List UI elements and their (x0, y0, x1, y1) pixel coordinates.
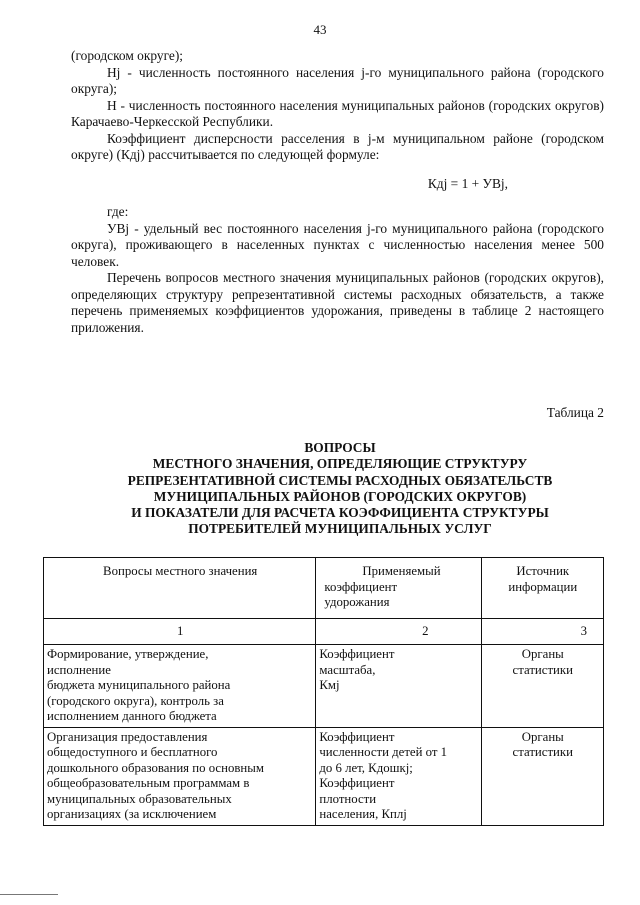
cell-line: Коэффициент (319, 729, 395, 744)
question-cell (44, 645, 316, 728)
table-header-row (44, 558, 604, 619)
cell-line: населения, Кплj (319, 807, 407, 821)
header-source (481, 558, 603, 619)
cell-line: Коэффициент (319, 776, 395, 790)
column-number: 3 (481, 619, 603, 645)
cell-line: общедоступного и бесплатного (47, 745, 218, 759)
cell-line: общеобразовательным программам в (47, 776, 250, 790)
cell-line: Коэффициент (319, 647, 395, 661)
table-title-line: МУНИЦИПАЛЬНЫХ РАЙОНОВ (ГОРОДСКИХ ОКРУГОВ) (153, 488, 527, 504)
coefficient-cell (316, 645, 481, 728)
paragraph-6: Перечень вопросов местного значения муниципальных районов (городских округов), определяющих структуру репрезентативной системы расходных обязательств, а также перечень применяемых коэффициентов удорожания, приведены в таблице 2 настоящего приложения. (71, 270, 604, 335)
column-number: 1 (44, 619, 316, 645)
table-title-line: И ПОКАЗАТЕЛИ ДЛЯ РАСЧЕТА КОЭФФИЦИЕНТА СТРУКТУРЫ (131, 505, 549, 521)
table-title-line: РЕПРЕЗЕНТАТИВНОЙ СИСТЕМЫ РАСХОДНЫХ ОБЯЗАТЕЛЬСТВ (127, 472, 553, 488)
cell-line: (городского округа), контроль за (47, 693, 224, 708)
source-cell (481, 727, 603, 825)
paragraph-5: УВj - удельный вес постоянного населения j-го муниципального района (городского округа), проживающего в населенных пунктах с численностью населения менее 500 человек. (71, 220, 604, 269)
table-label: Таблица 2 (546, 405, 604, 420)
cell-line: до 6 лет, Кдошкj; (319, 760, 413, 775)
header-line: удорожания (324, 595, 390, 609)
header-line: Вопросы местного значения (103, 564, 258, 578)
cell-line: Органы (521, 729, 564, 744)
cell-line: дошкольного образования по основным (47, 760, 264, 775)
cell-line: Формирование, утверждение, (47, 647, 209, 661)
header-line: Применяемый (362, 564, 441, 578)
cell-line: исполнением данного бюджета (47, 709, 217, 723)
table-row (44, 727, 604, 825)
cell-line: плотности (319, 791, 377, 806)
header-line: Источник (516, 564, 570, 578)
paragraph-4: Коэффициент дисперсности расселения в j-м муниципальном районе (городском округе) (Кдj) рассчитывается по следующей формуле: (71, 130, 604, 162)
page-number: 43 (313, 22, 327, 37)
cell-line: организациях (за исключением (47, 807, 217, 821)
table-row (44, 645, 604, 728)
cell-line: статистики (512, 745, 573, 759)
header-coefficient (316, 558, 481, 619)
cell-line: численности детей от 1 (319, 745, 448, 759)
formula: Кдj = 1 + УВj, (427, 175, 508, 191)
paragraph-3: H - численность постоянного населения муниципальных районов (городских округов) Карачаево-Черкесской Республики. (71, 97, 604, 129)
source-cell (481, 645, 603, 728)
table-title-line: ПОТРЕБИТЕЛЕЙ МУНИЦИПАЛЬНЫХ УСЛУГ (188, 521, 492, 537)
question-cell (44, 727, 316, 825)
cell-line: Кмj (319, 678, 340, 692)
column-number-row (44, 619, 604, 645)
cell-line: бюджета муниципального района (47, 678, 231, 692)
coefficient-cell (316, 727, 481, 825)
cell-line: масштаба, (319, 662, 376, 677)
header-line: информации (508, 579, 578, 594)
body-text (71, 48, 604, 336)
table-title (60, 440, 620, 538)
header-line: коэффициент (324, 579, 398, 594)
data-table (43, 557, 604, 826)
cell-line: статистики (512, 662, 573, 677)
where-label: где: (107, 204, 129, 219)
cell-line: исполнение (47, 662, 111, 677)
paragraph-2: Hj - численность постоянного населения j-го муниципального района (городского округа); (71, 64, 604, 96)
table-title-line: ВОПРОСЫ (304, 440, 376, 455)
cell-line: Органы (521, 647, 564, 661)
cell-line: муниципальных образовательных (47, 791, 232, 806)
column-number: 2 (316, 619, 481, 645)
paragraph-1: (городском округе); (71, 48, 184, 63)
header-questions (44, 558, 316, 619)
scan-edge-divider (0, 894, 58, 895)
table-title-line: МЕСТНОГО ЗНАЧЕНИЯ, ОПРЕДЕЛЯЮЩИЕ СТРУКТУРУ (152, 456, 528, 472)
cell-line: Организация предоставления (47, 729, 208, 744)
